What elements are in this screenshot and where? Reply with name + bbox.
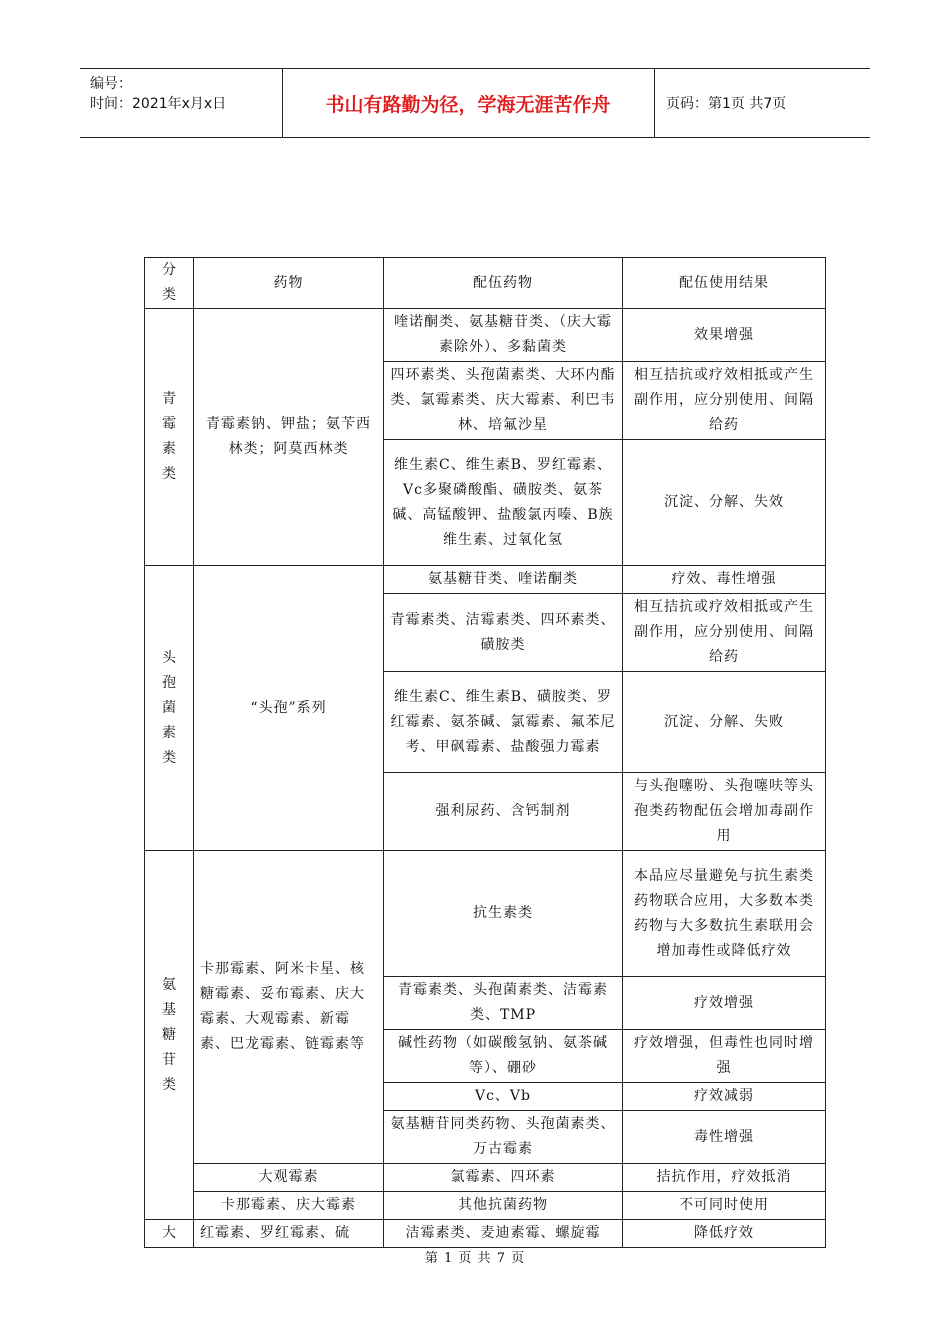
compatibility-table [144,257,826,1248]
partner-cell: 青霉素类、头孢菌素类、洁霉素类、TMP [384,977,623,1030]
partner-cell: Vc、Vb [384,1083,623,1111]
category-cell: 大 [145,1220,194,1248]
result-cell: 效果增强 [623,309,826,362]
partner-cell: 抗生素类 [384,851,623,977]
table-row [145,1164,826,1192]
result-cell: 与头孢噻吩、头孢噻呋等头孢类药物配伍会增加毒副作用 [623,773,826,851]
partner-cell: 氨基糖苷同类药物、头孢菌素类、万古霉素 [384,1111,623,1164]
result-cell: 不可同时使用 [623,1192,826,1220]
result-cell: 相互拮抗或疗效相抵或产生副作用，应分别使用、间隔给药 [623,362,826,440]
header-motto: 书山有路勤为径，学海无涯苦作舟 [282,69,655,137]
table-row [145,851,826,977]
table-row [145,309,826,362]
header-category: 分类 [145,258,194,309]
header-drug: 药物 [194,258,384,309]
drug-cell: 卡那霉素、庆大霉素 [194,1192,384,1220]
category-cell: 青霉素类 [145,309,194,566]
table-row [145,1220,826,1248]
table-header-row [145,258,826,309]
drug-cell: 卡那霉素、阿米卡星、核糖霉素、妥布霉素、庆大霉素、大观霉素、新霉素、巴龙霉素、链霉素等 [194,851,384,1164]
result-cell: 沉淀、分解、失败 [623,672,826,773]
partner-cell: 氨基糖苷类、喹诺酮类 [384,566,623,594]
header-page-label: 页码：第1页 共7页 [666,96,787,112]
result-cell: 本品应尽量避免与抗生素类药物联合应用，大多数本类药物与大多数抗生素联用会增加毒性或降低疗效 [623,851,826,977]
result-cell: 毒性增强 [623,1111,826,1164]
result-cell: 疗效增强，但毒性也同时增强 [623,1030,826,1083]
date-label: 时间：2021年x月x日 [90,96,227,112]
result-cell: 疗效、毒性增强 [623,566,826,594]
partner-cell: 其他抗菌药物 [384,1192,623,1220]
partner-cell: 喹诺酮类、氨基糖苷类、（庆大霉素除外）、多黏菌类 [384,309,623,362]
drug-cell: “头孢”系列 [194,566,384,851]
result-cell: 拮抗作用，疗效抵消 [623,1164,826,1192]
result-cell: 疗效增强 [623,977,826,1030]
drug-cell: 青霉素钠、钾盐；氨苄西林类；阿莫西林类 [194,309,384,566]
table-row [145,566,826,594]
page-footer: 第 1 页 共 7 页 [424,1251,526,1266]
partner-cell: 青霉素类、洁霉素类、四环素类、磺胺类 [384,594,623,672]
partner-cell: 氯霉素、四环素 [384,1164,623,1192]
partner-cell: 强利尿药、含钙制剂 [384,773,623,851]
drug-cell: 红霉素、罗红霉素、硫 [194,1220,384,1248]
table-row [145,1192,826,1220]
partner-cell: 维生素C、维生素B、罗红霉素、Vc多聚磷酸酯、磺胺类、氨茶碱、高锰酸钾、盐酸氯丙嗪、B族维生素、过氧化氢 [384,440,623,566]
header-partner: 配伍药物 [384,258,623,309]
number-label: 编号： [90,76,132,92]
result-cell: 沉淀、分解、失效 [623,440,826,566]
category-cell: 头孢菌素类 [145,566,194,851]
category-cell: 氨基糖苷类 [145,851,194,1220]
result-cell: 相互拮抗或疗效相抵或产生副作用，应分别使用、间隔给药 [623,594,826,672]
page-header [80,68,870,138]
result-cell: 降低疗效 [623,1220,826,1248]
partner-cell: 碱性药物（如碳酸氢钠、氨茶碱等）、硼砂 [384,1030,623,1083]
header-result: 配伍使用结果 [623,258,826,309]
partner-cell: 维生素C、维生素B、磺胺类、罗红霉素、氨茶碱、氯霉素、氟苯尼考、甲砜霉素、盐酸强力霉素 [384,672,623,773]
header-meta [80,69,283,137]
drug-cell: 大观霉素 [194,1164,384,1192]
partner-cell: 洁霉素类、麦迪素霉、螺旋霉 [384,1220,623,1248]
partner-cell: 四环素类、头孢菌素类、大环内酯类、氯霉素类、庆大霉素、利巴韦林、培氟沙星 [384,362,623,440]
result-cell: 疗效减弱 [623,1083,826,1111]
